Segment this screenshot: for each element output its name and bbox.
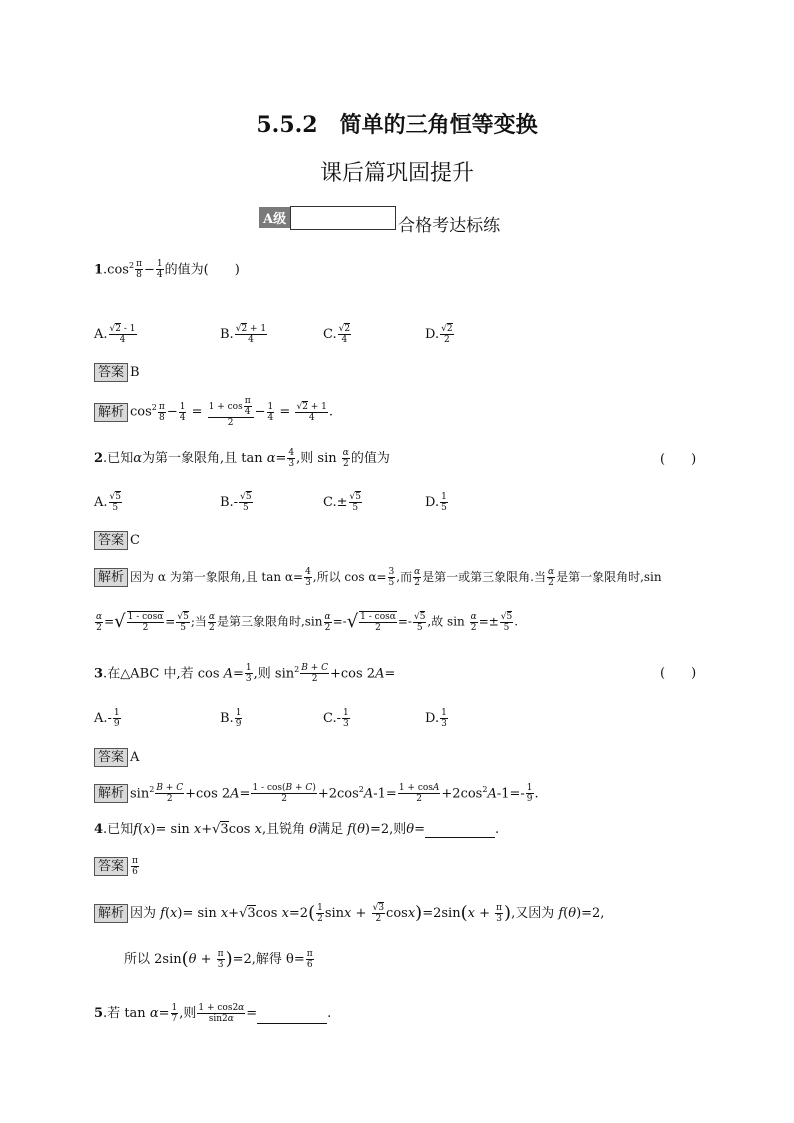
answer-value: C <box>130 533 140 548</box>
analysis-2-line-2: $\frac{\alpha}{2}$ =√ $\frac{1 - \cos\alpha}{2}$ = $\frac{√5}{5}$ ;当 $\frac{\alpha}{2}$ 是第三象限角时,sin $\frac{\alpha}{2}$ =-√ $\frac{1 - \cos\alpha}{2}$ =- $\frac{√5}{5}$ ,故 sin $\frac{\alpha}{2}$ =± $\frac{√5}{5}$ . <box>96 611 519 633</box>
question-stem: 的值为( ) <box>164 262 240 278</box>
option-c: C.± $\frac{√5}{5}$ <box>323 492 361 513</box>
page-subtitle: 课后篇巩固提升 <box>319 161 474 186</box>
answer-value: $\frac{\pi}{6}$ <box>132 856 138 877</box>
analysis-1: 解析 $\cos^2$ $\frac{\pi}{8}$ − $\frac{1}{4}$ = 1 + cos $\frac{\pi}{4}$ 2 − $\frac{1}{4}$ = $\frac{√2 + 1}{4}$ . <box>94 396 333 428</box>
answer-4 <box>94 856 140 877</box>
answer-value: B <box>130 365 140 380</box>
analysis-label: 解析 <box>94 904 128 923</box>
option-c: C. $\frac{√2}{4}$ <box>323 324 351 345</box>
answer-3 <box>94 748 139 767</box>
option-d: D. $\frac{1}{5}$ <box>425 492 447 513</box>
analysis-label: 解析 <box>94 403 128 422</box>
analysis-4-line-1: 解析 因为 f(x)= sin x+√3cos x=2( $\frac{1}{2}$ sinx + $\frac{√3}{2}$ cosx)=2sin(x + $\frac{\pi}{3}$ ),又因为 f(θ)=2, <box>94 903 604 924</box>
analysis-label: 解析 <box>94 784 128 803</box>
question-number: 5 <box>94 1006 104 1021</box>
answer-paren-2: ( ) <box>660 452 697 467</box>
option-a: A. $\frac{√5}{5}$ <box>94 492 122 513</box>
question-2: 2.已知α为第一象限角,且 tan α= $\frac{4}{3}$ ,则 sin $\frac{\alpha}{2}$ 的值为 <box>94 448 390 469</box>
level-tag: A级 <box>259 207 290 228</box>
level-box <box>290 206 396 230</box>
answer-blank <box>257 1023 327 1024</box>
question-number: 1 <box>94 262 104 278</box>
answer-label: 答案 <box>94 531 128 550</box>
analysis-label: 解析 <box>94 568 128 587</box>
answer-paren-3: ( ) <box>660 666 697 681</box>
answer-1 <box>94 363 140 382</box>
question-4: 4.已知f(x)= sin x+√3cos x,且锐角 θ满足 f(θ)=2,则θ= . <box>94 822 500 837</box>
option-b: B. $\frac{1}{9}$ <box>220 708 242 729</box>
question-5: 5.若 tan α= $\frac{1}{7}$ ,则 $\frac{1 + \cos 2\alpha}{\sin 2\alpha}$ = . <box>94 1003 332 1024</box>
answer-blank <box>425 837 495 838</box>
question-3: 3.在△ABC 中,若 cos A= $\frac{1}{3}$ ,则 $\sin^2$ $\frac{B + C}{2}$ +cos 2A= <box>94 663 396 685</box>
page-title: 5.5.2 简单的三角恒等变换 <box>256 112 538 138</box>
level-banner <box>259 199 500 236</box>
level-text: 合格考达标练 <box>398 216 501 236</box>
option-a: A.- $\frac{1}{9}$ <box>94 708 120 729</box>
analysis-3: 解析 $\sin^2$ $\frac{B + C}{2}$ +cos 2A= $\frac{1 - \cos(B + C)}{2}$ $+2\cos^2A-1=$ $\frac{1 + \cos A}{2}$ $+2\cos^2A-1=-$ $\frac{1}{9}$ . <box>94 782 539 804</box>
option-d: D. $\frac{√2}{2}$ <box>425 324 453 345</box>
analysis-4-line-2: 所以 2sin(θ + $\frac{\pi}{3}$ )=2,解得 θ= $\frac{\pi}{6}$ <box>124 948 313 970</box>
option-c: C.- $\frac{1}{3}$ <box>323 708 349 729</box>
option-a: A. $\frac{√2 - 1}{4}$ <box>94 324 136 345</box>
option-d: D. $\frac{1}{3}$ <box>425 708 447 729</box>
answer-2 <box>94 531 140 550</box>
answer-label: 答案 <box>94 363 128 382</box>
option-b: B. $\frac{√2 + 1}{4}$ <box>220 324 267 345</box>
option-b: B.- $\frac{√5}{5}$ <box>220 492 252 513</box>
question-1: $1.\cos^2$ $\frac{\pi}{8}$ − $\frac{1}{4}$ 的值为( ) <box>94 259 240 281</box>
question-number: 3 <box>94 666 104 682</box>
question-number: 2 <box>94 451 104 466</box>
answer-value: A <box>130 750 140 765</box>
answer-label: 答案 <box>94 748 128 767</box>
analysis-2-line-1: 解析 因为 α 为第一象限角,且 tan α= $\frac{4}{3}$ ,所以 cos α= $\frac{3}{5}$ ,而 $\frac{\alpha}{2}$ 是第一或第三象限角.当 $\frac{\alpha}{2}$ 是第一象限角时,sin <box>94 567 662 588</box>
answer-label: 答案 <box>94 857 128 876</box>
question-number: 4 <box>94 822 104 837</box>
